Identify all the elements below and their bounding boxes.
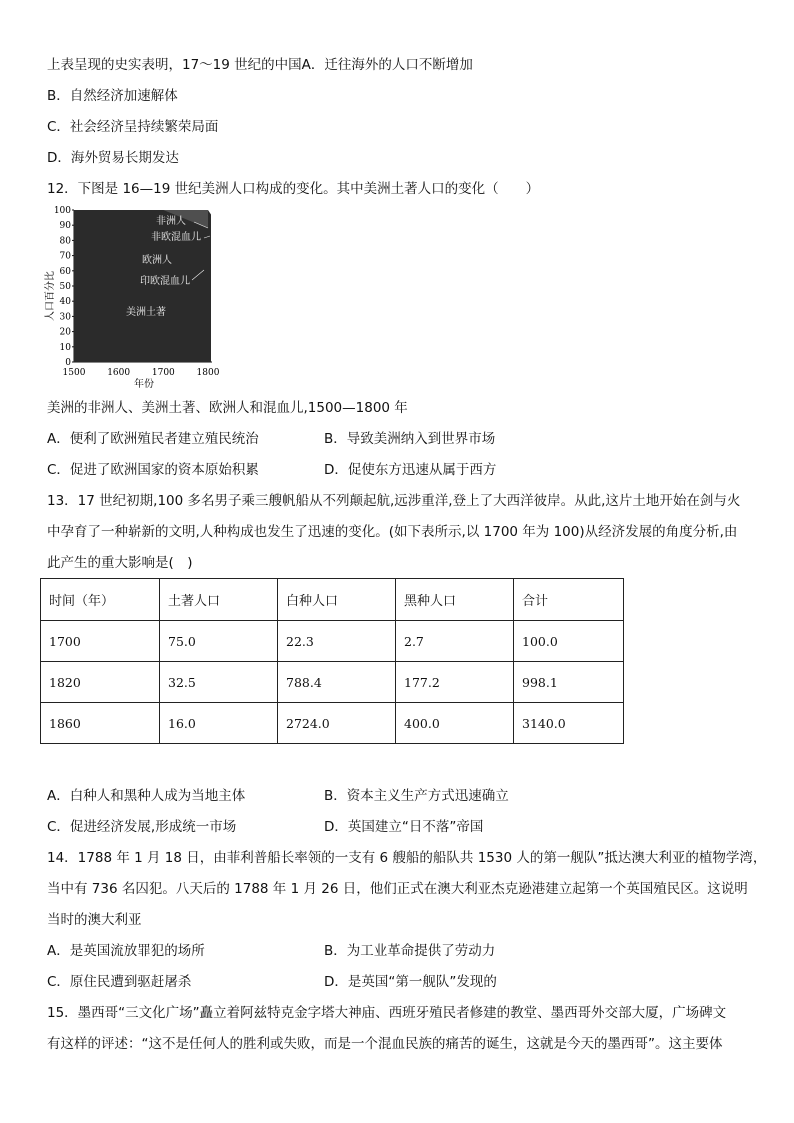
table-cell: 22.3 xyxy=(278,621,396,662)
table-cell: 16.0 xyxy=(160,703,278,744)
q14-option-d: D．是英国“第一舰队”发现的 xyxy=(324,974,497,990)
table-cell: 1700 xyxy=(41,621,160,662)
q12-option-d: D．促使东方迅速从属于西方 xyxy=(324,462,497,478)
q13-stem-line-2: 中孕育了一种崭新的文明,人种构成也发生了迅速的变化。(如下表所示,以 1700 年为 100)从经济发展的角度分析,由 xyxy=(47,524,738,540)
table-row xyxy=(41,662,624,703)
x-tick-label: 1600 xyxy=(107,368,131,378)
table-cell: 177.2 xyxy=(396,662,514,703)
x-tick-label: 1800 xyxy=(196,368,220,378)
y-tick-label: 20 xyxy=(59,327,71,338)
table-cell: 2724.0 xyxy=(278,703,396,744)
q13-stem-line-1: 13．17 世纪初期,100 多名男子乘三艘帆船从不列颠起航,远涉重洋,登上了大西洋彼岸。从此,这片土地开始在剑与火 xyxy=(47,493,741,509)
y-axis-label: 人口百分比 xyxy=(45,271,56,321)
table-cell: 998.1 xyxy=(514,662,624,703)
q14-option-b: B．为工业革命提供了劳动力 xyxy=(324,943,496,959)
y-tick-label: 60 xyxy=(59,266,71,277)
table-cell: 400.0 xyxy=(396,703,514,744)
q12-option-a: A．便利了欧洲殖民者建立殖民统治 xyxy=(47,431,259,447)
q14-stem-line-1: 14．1788 年 1 月 18 日，由菲利普船长率领的一支有 6 艘船的船队共 1530 人的第一舰队”抵达澳大利亚的植物学湾， xyxy=(47,850,767,866)
y-tick-label: 30 xyxy=(59,312,71,323)
population-area-chart xyxy=(44,202,224,392)
table-cell: 3140.0 xyxy=(514,703,624,744)
q11-option-b: B．自然经济加速解体 xyxy=(47,88,178,104)
q13-option-d: D．英国建立“日不落”帝国 xyxy=(324,819,484,835)
series-label: 印欧混血儿 xyxy=(140,276,190,287)
series-label: 欧洲人 xyxy=(142,255,172,266)
y-tick-label: 10 xyxy=(59,342,71,353)
y-tick-label: 0 xyxy=(65,358,71,368)
q14-stem-line-2: 当中有 736 名囚犯。八天后的 1788 年 1 月 26 日，他们正式在澳大利亚杰克逊港建立起第一个英国殖民区。这说明 xyxy=(47,881,748,897)
table-row xyxy=(41,621,624,662)
y-tick-label: 100 xyxy=(53,206,71,216)
table-header-cell: 黑种人口 xyxy=(396,579,514,621)
series-label: 非洲人 xyxy=(156,216,186,227)
q13-option-b: B．资本主义生产方式迅速确立 xyxy=(324,788,509,804)
q13-stem-line-3: 此产生的重大影响是( ) xyxy=(47,555,193,571)
q15-stem-line-1: 15．墨西哥“三文化广场”矗立着阿兹特克金字塔大神庙、西班牙殖民者修建的教堂、墨西哥外交部大厦，广场碑文 xyxy=(47,1005,727,1021)
x-axis-label: 年份 xyxy=(134,379,154,390)
q12-option-b: B．导致美洲纳入到世界市场 xyxy=(324,431,496,447)
y-tick-label: 80 xyxy=(59,236,71,247)
q11-option-c: C．社会经济呈持续繁荣局面 xyxy=(47,119,219,135)
table-cell: 32.5 xyxy=(160,662,278,703)
table-header-cell: 时间（年） xyxy=(41,579,160,621)
q12-caption: 美洲的非洲人、美洲土著、欧洲人和混血儿,1500—1800 年 xyxy=(47,400,408,416)
y-tick-labels xyxy=(54,206,74,368)
table-header-row xyxy=(41,579,624,621)
q11-stem: 上表呈现的史实表明，17～19 世纪的中国A．迁往海外的人口不断增加 xyxy=(47,57,473,73)
table-row xyxy=(41,703,624,744)
table-cell: 1820 xyxy=(41,662,160,703)
table-cell: 75.0 xyxy=(160,621,278,662)
q13-option-c: C．促进经济发展,形成统一市场 xyxy=(47,819,237,835)
table-header-cell: 白种人口 xyxy=(278,579,396,621)
series-label: 非欧混血儿 xyxy=(151,232,201,243)
y-tick-label: 70 xyxy=(59,251,71,262)
q14-option-a: A．是英国流放罪犯的场所 xyxy=(47,943,205,959)
q12-option-c: C．促进了欧洲国家的资本原始积累 xyxy=(47,462,259,478)
x-tick-label: 1500 xyxy=(62,368,86,378)
y-tick-label: 50 xyxy=(59,282,71,292)
table-cell: 100.0 xyxy=(514,621,624,662)
series-label: 美洲土著 xyxy=(126,307,166,318)
table-cell: 1860 xyxy=(41,703,160,744)
table-header-cell: 合计 xyxy=(514,579,624,621)
table-cell: 2.7 xyxy=(396,621,514,662)
q13-option-a: A．白种人和黑种人成为当地主体 xyxy=(47,788,246,804)
q11-option-d: D．海外贸易长期发达 xyxy=(47,150,179,166)
q14-option-c: C．原住民遭到驱赶屠杀 xyxy=(47,974,192,990)
table-cell: 788.4 xyxy=(278,662,396,703)
q14-stem-line-3: 当时的澳大利亚 xyxy=(47,912,142,928)
population-table xyxy=(40,578,624,744)
x-tick-labels xyxy=(63,368,220,378)
y-tick-label: 90 xyxy=(59,221,71,232)
table-header-cell: 土著人口 xyxy=(160,579,278,621)
y-tick-label: 40 xyxy=(59,297,71,308)
x-tick-label: 1700 xyxy=(151,368,175,378)
q12-stem: 12．下图是 16—19 世纪美洲人口构成的变化。其中美洲土著人口的变化（ ） xyxy=(47,181,540,197)
q15-stem-line-2: 有这样的评述：“这不是任何人的胜利或失败，而是一个混血民族的痛苦的诞生，这就是今天的墨西哥”。这主要体 xyxy=(47,1036,723,1052)
